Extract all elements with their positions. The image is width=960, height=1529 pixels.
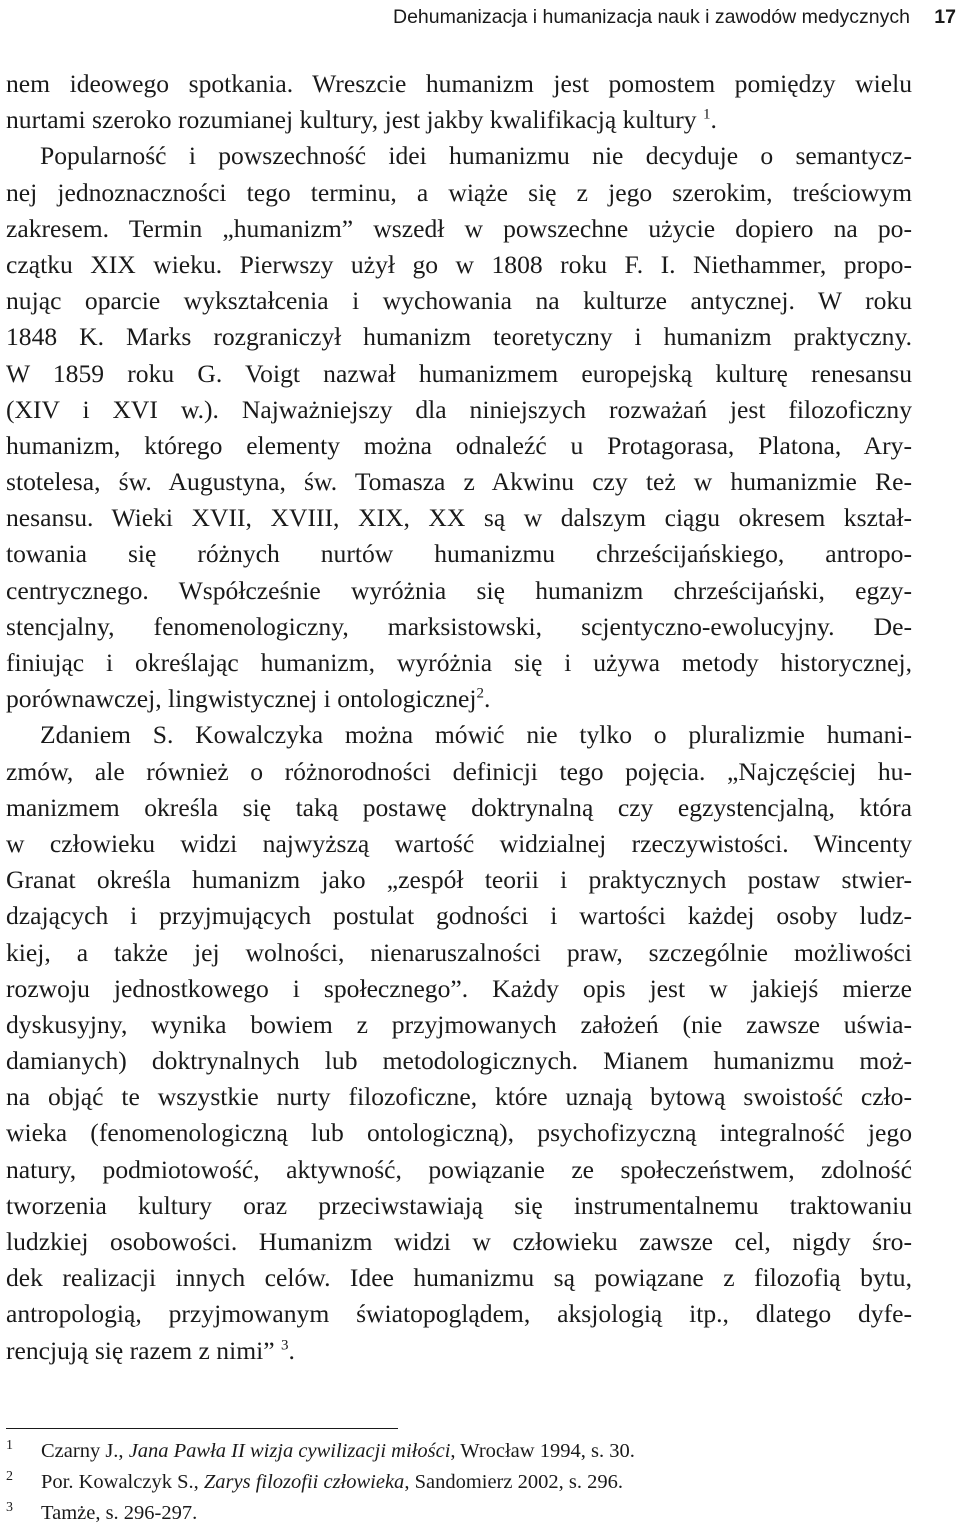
text-line: dek realizacji innych celów. Idee humanizmu są powiązane z filozofią bytu, (6, 1263, 912, 1293)
text-line: manizmem określa się taką postawę doktrynalną czy egzystencjalną, która (6, 792, 912, 822)
text-line: kiej, a także jej wolności, nienaruszalności praw, szczególnie możliwości (6, 937, 912, 967)
text-line: na objąć te wszystkie nurty filozoficzne, które uznają bytową swoistość czło- (6, 1082, 912, 1112)
text-line: natury, podmiotowość, aktywność, powiązanie ze społeczeństwem, zdolność (6, 1154, 912, 1184)
text-line: rencjują się razem z nimi” $^3$. (6, 1335, 295, 1365)
page-number: 17 (934, 6, 956, 28)
text-line: rozwoju jednostkowego i społecznego”. Każdy opis jest w jakiejś mierze (6, 973, 912, 1003)
running-head-title: Dehumanizacja i humanizacja nauk i zawodów medycznych (392, 6, 910, 28)
text-line: tworzenia kultury oraz przeciwstawiają się instrumentalnemu traktowaniu (6, 1190, 912, 1220)
footnotes (6, 1436, 912, 1529)
paragraph-1 (6, 66, 912, 717)
text-line: w człowieku widzi najwyższą wartość widzialnej rzeczywistości. Wincenty (6, 828, 912, 858)
text-line: W 1859 roku G. Voigt nazwał humanizmem europejską kulturę renesansu (6, 358, 912, 388)
text-line: humanizm, którego elementy można odnaleźć u Protagorasa, Platona, Ary- (6, 430, 912, 460)
body-text (6, 66, 912, 1369)
footnote-2: 2 Por. Kowalczyk S., Zarys filozofii człowieka, Sandomierz 2002, s. 296. (6, 1467, 912, 1498)
text-line: dyskusyjny, wynika bowiem z przyjmowanych założeń (nie zawsze uświa- (6, 1009, 912, 1039)
footnote-ref: 3 (281, 1337, 289, 1354)
footnote-1: 1 Czarny J., Jana Pawła II wizja cywilizacji miłości, Wrocław 1994, s. 30. (6, 1436, 912, 1467)
text-line: nesansu. Wieki XVII, XVIII, XIX, XX są w dalszym ciągu okresem kształ- (6, 503, 912, 533)
footnote-mark: 3 (6, 1500, 13, 1515)
text-line: wieka (fenomenologiczną lub ontologiczną), psychofizyczną integralność jego (6, 1118, 912, 1148)
text-line: Popularność i powszechność idei humanizmu nie decyduje o semantycz- (40, 141, 912, 171)
text-line: 1848 K. Marks rozgraniczył humanizm teoretyczny i humanizm praktyczny. (6, 322, 912, 352)
footnote-mark: 2 (6, 1469, 13, 1484)
footnote-separator (6, 1428, 398, 1429)
text-line: nując oparcie wykształcenia i wychowania na kulturze antycznej. W roku (6, 286, 912, 316)
paragraph-2 (6, 717, 912, 1368)
text-line: nej jednoznaczności tego terminu, a wiąże się z jego szerokim, treściowym (6, 177, 912, 207)
footnote-ref: 2 (476, 685, 484, 702)
text-line: ludzkiej osobowości. Humanizm widzi w człowieku zawsze cel, nigdy śro- (6, 1227, 912, 1256)
text-line: zakresem. Termin „humanizm” wszedł w powszechne użycie dopiero na po- (6, 213, 912, 243)
text-line: czątku XIX wieku. Pierwszy użył go w 1808 roku F. I. Niethammer, propo- (6, 249, 912, 279)
text-line: centrycznego. Współcześnie wyróżnia się humanizm chrześcijański, egzy- (6, 575, 912, 605)
text-line: nem ideowego spotkania. Wreszcie humanizm jest pomostem pomiędzy wielu (6, 69, 912, 98)
text-line: towania się różnych nurtów humanizmu chrześcijańskiego, antropo- (6, 539, 912, 569)
text-line: antropologią, przyjmowanym światopoglądem, aksjologią itp., dlatego dyfe- (6, 1299, 912, 1329)
text-line: Zdaniem S. Kowalczyka można mówić nie tylko o pluralizmie humani- (40, 720, 912, 750)
running-head (0, 6, 960, 36)
footnote-3: 3 Tamże, s. 296-297. (6, 1498, 912, 1529)
text-line: dzających i przyjmujących postulat godności i wartości każdej osoby ludz- (6, 901, 912, 931)
text-line: (XIV i XVI w.). Najważniejszy dla niniejszych rozważań jest filozoficzny (6, 394, 912, 424)
text-line: stencjalny, fenomenologiczny, marksistowski, scjentyczno-ewolucyjny. De- (6, 611, 912, 641)
text-line: Granat określa humanizm jako „zespół teorii i praktycznych postaw stwier- (6, 865, 912, 895)
text-line: porównawczej, lingwistycznej i ontologicznej$^2$. (6, 684, 491, 714)
text-line: finiując i określając humanizm, wyróżnia się i używa metody historycznej, (6, 648, 912, 677)
text-line: nurtami szeroko rozumianej kultury, jest jakby kwalifikacją kultury $^1$. (6, 105, 717, 135)
footnote-ref: 1 (703, 106, 711, 123)
text-line: stotelesa, św. Augustyna, św. Tomasza z Akwinu czy też w humanizmie Re- (6, 467, 912, 497)
footnote-mark: 1 (6, 1438, 13, 1453)
text-line: damianych) doktrynalnych lub metodologicznych. Mianem humanizmu moż- (6, 1046, 912, 1076)
text-line: zmów, ale również o różnorodności definicji tego pojęcia. „Najczęściej hu- (6, 756, 912, 786)
